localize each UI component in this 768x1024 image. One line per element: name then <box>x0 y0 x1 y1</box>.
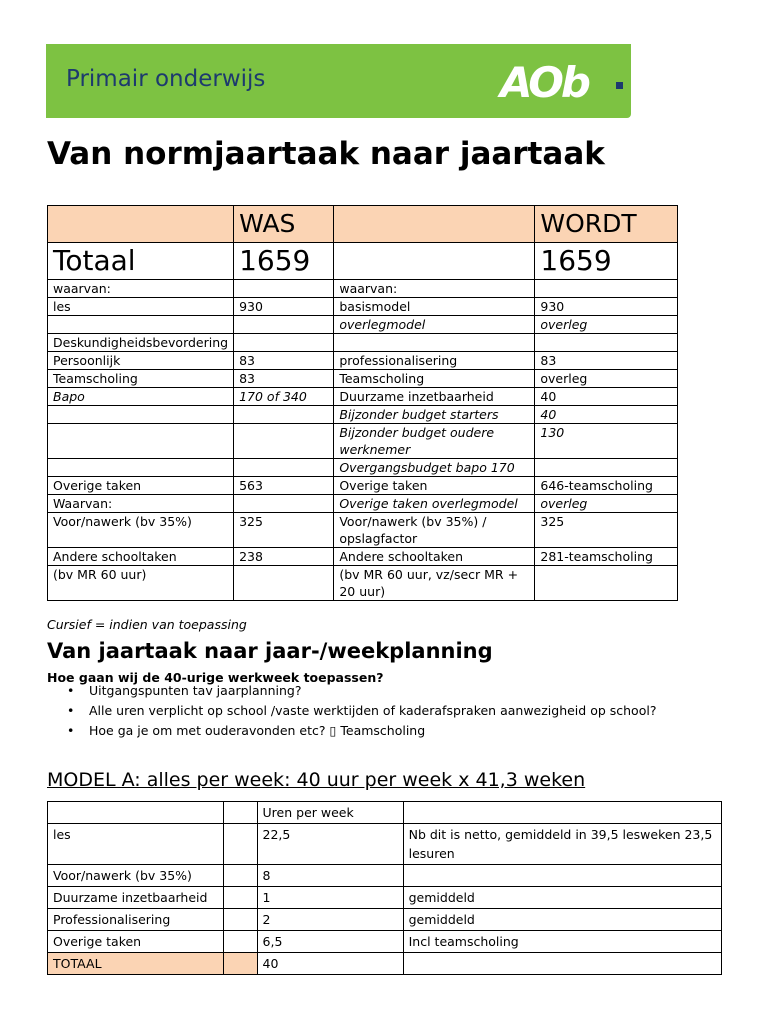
section-question: Hoe gaan wij de 40-urige werkweek toepassen? <box>47 670 384 685</box>
table-cell <box>234 566 334 601</box>
table-cell: Voor/nawerk (bv 35%) <box>48 513 234 548</box>
table-cell: 325 <box>234 513 334 548</box>
table-cell <box>48 406 234 424</box>
table-cell <box>234 459 334 477</box>
normjaartaak-table <box>47 205 678 601</box>
header-was: WAS <box>234 206 334 243</box>
table-cell: 1 <box>257 887 403 909</box>
table-cell: les <box>48 824 224 865</box>
table-cell: 170 of 340 <box>234 388 334 406</box>
table-cell: 930 <box>535 298 678 316</box>
table-cell: Teamscholing <box>334 370 535 388</box>
table-row <box>48 865 722 887</box>
table-cell: Andere schooltaken <box>48 548 234 566</box>
logo-dot-icon <box>616 82 623 89</box>
header-banner <box>46 44 631 118</box>
table-cell <box>224 887 257 909</box>
table-cell: 22,5 <box>257 824 403 865</box>
total-wordt: 1659 <box>535 243 678 280</box>
model-a-table <box>47 801 722 975</box>
table-cell: 83 <box>234 370 334 388</box>
table-row <box>48 802 722 824</box>
table-row <box>48 370 678 388</box>
table-cell: overleg <box>535 370 678 388</box>
table-cell: TOTAAL <box>48 953 224 975</box>
table-cell: basismodel <box>334 298 535 316</box>
table-row <box>48 909 722 931</box>
table-cell <box>234 316 334 334</box>
table-cell: Bijzonder budget oudere werknemer <box>334 424 535 459</box>
table-cell: 563 <box>234 477 334 495</box>
banner-title: Primair onderwijs <box>66 66 266 92</box>
table-row <box>48 459 678 477</box>
table-cell: gemiddeld <box>403 887 721 909</box>
list-item: • Hoe ga je om met ouderavonden etc? ▯ Teamscholing <box>89 721 656 741</box>
table-cell: les <box>48 298 234 316</box>
table-cell: 2 <box>257 909 403 931</box>
table-cell <box>234 424 334 459</box>
table-cell: 238 <box>234 548 334 566</box>
table-cell: professionalisering <box>334 352 535 370</box>
table-cell <box>224 865 257 887</box>
table-cell: overleg <box>535 495 678 513</box>
total-label: Totaal <box>48 243 234 280</box>
table-cell: Overige taken <box>334 477 535 495</box>
table-row <box>48 406 678 424</box>
total-was: 1659 <box>234 243 334 280</box>
table-cell: overlegmodel <box>334 316 535 334</box>
table-cell <box>403 953 721 975</box>
table-cell: waarvan: <box>48 280 234 298</box>
table-cell: 83 <box>535 352 678 370</box>
table-row <box>48 298 678 316</box>
table-row <box>48 931 722 953</box>
table-row <box>48 566 678 601</box>
list-item: • Uitgangspunten tav jaarplanning? <box>89 681 656 701</box>
table-cell: 8 <box>257 865 403 887</box>
table-cell: Waarvan: <box>48 495 234 513</box>
table-row <box>48 334 678 352</box>
table-cell: 281-teamscholing <box>535 548 678 566</box>
table-cell <box>48 459 234 477</box>
table-cell <box>234 495 334 513</box>
table-cell: Overige taken <box>48 477 234 495</box>
table-cell: 6,5 <box>257 931 403 953</box>
table-cell <box>334 334 535 352</box>
table-cell <box>224 802 257 824</box>
table-cell <box>224 931 257 953</box>
bullet-list <box>47 681 656 741</box>
table-cell <box>535 459 678 477</box>
header-cell <box>334 206 535 243</box>
table-cell: Persoonlijk <box>48 352 234 370</box>
list-item: • Alle uren verplicht op school /vaste werktijden of kaderafspraken aanwezigheid op school? <box>89 701 656 721</box>
table-cell: (bv MR 60 uur, vz/secr MR + 20 uur) <box>334 566 535 601</box>
table-cell: (bv MR 60 uur) <box>48 566 234 601</box>
table-cell: overleg <box>535 316 678 334</box>
table-row <box>48 388 678 406</box>
table-cell: Deskundigheidsbevordering <box>48 334 234 352</box>
table-cell: Andere schooltaken <box>334 548 535 566</box>
table-cell: 40 <box>535 388 678 406</box>
table-cell: Uren per week <box>257 802 403 824</box>
table-cell <box>224 824 257 865</box>
table-cell: Overige taken <box>48 931 224 953</box>
model-a-heading: MODEL A: alles per week: 40 uur per week x 41,3 weken <box>47 769 586 791</box>
table-cell: Voor/nawerk (bv 35%) / opslagfactor <box>334 513 535 548</box>
table-cell: gemiddeld <box>403 909 721 931</box>
table-cell <box>224 909 257 931</box>
header-cell <box>48 206 234 243</box>
total-row <box>48 953 722 975</box>
table-row <box>48 477 678 495</box>
table-cell: 646-teamscholing <box>535 477 678 495</box>
page-title: Van normjaartaak naar jaartaak <box>47 136 605 172</box>
table-cell: 40 <box>535 406 678 424</box>
table-row <box>48 280 678 298</box>
table-cell: Overige taken overlegmodel <box>334 495 535 513</box>
total-cell <box>334 243 535 280</box>
table-cell <box>535 334 678 352</box>
table-cell: waarvan: <box>334 280 535 298</box>
table-cell <box>48 802 224 824</box>
table-header-row <box>48 206 678 243</box>
table-cell <box>234 280 334 298</box>
table-cell: Incl teamscholing <box>403 931 721 953</box>
header-wordt: WORDT <box>535 206 678 243</box>
table-row <box>48 316 678 334</box>
aob-logo: AOb <box>500 58 588 107</box>
table-row <box>48 424 678 459</box>
table-row <box>48 513 678 548</box>
table-cell: Voor/nawerk (bv 35%) <box>48 865 224 887</box>
table-cell <box>403 865 721 887</box>
table-cell: 130 <box>535 424 678 459</box>
table-cell <box>48 316 234 334</box>
table-cell <box>535 566 678 601</box>
table-cell: 83 <box>234 352 334 370</box>
table-cell: 930 <box>234 298 334 316</box>
table-cell: Duurzame inzetbaarheid <box>48 887 224 909</box>
table-cell: 325 <box>535 513 678 548</box>
table-cell: Nb dit is netto, gemiddeld in 39,5 lesweken 23,5 lesuren <box>403 824 721 865</box>
table-cell: Professionalisering <box>48 909 224 931</box>
table-cell: Bapo <box>48 388 234 406</box>
table-cell <box>224 953 257 975</box>
italic-caption: Cursief = indien van toepassing <box>47 617 247 632</box>
table-cell <box>535 280 678 298</box>
table-cell <box>403 802 721 824</box>
table-row <box>48 824 722 865</box>
table-row <box>48 887 722 909</box>
table-row <box>48 495 678 513</box>
section-title: Van jaartaak naar jaar-/weekplanning <box>47 639 493 663</box>
table-cell: Teamscholing <box>48 370 234 388</box>
table-cell <box>234 334 334 352</box>
table-cell: Overgangsbudget bapo 170 <box>334 459 535 477</box>
total-row <box>48 243 678 280</box>
table-row <box>48 548 678 566</box>
table-row <box>48 352 678 370</box>
table-cell <box>234 406 334 424</box>
table-cell: 40 <box>257 953 403 975</box>
table-cell <box>48 424 234 459</box>
table-cell: Bijzonder budget starters <box>334 406 535 424</box>
table-cell: Duurzame inzetbaarheid <box>334 388 535 406</box>
